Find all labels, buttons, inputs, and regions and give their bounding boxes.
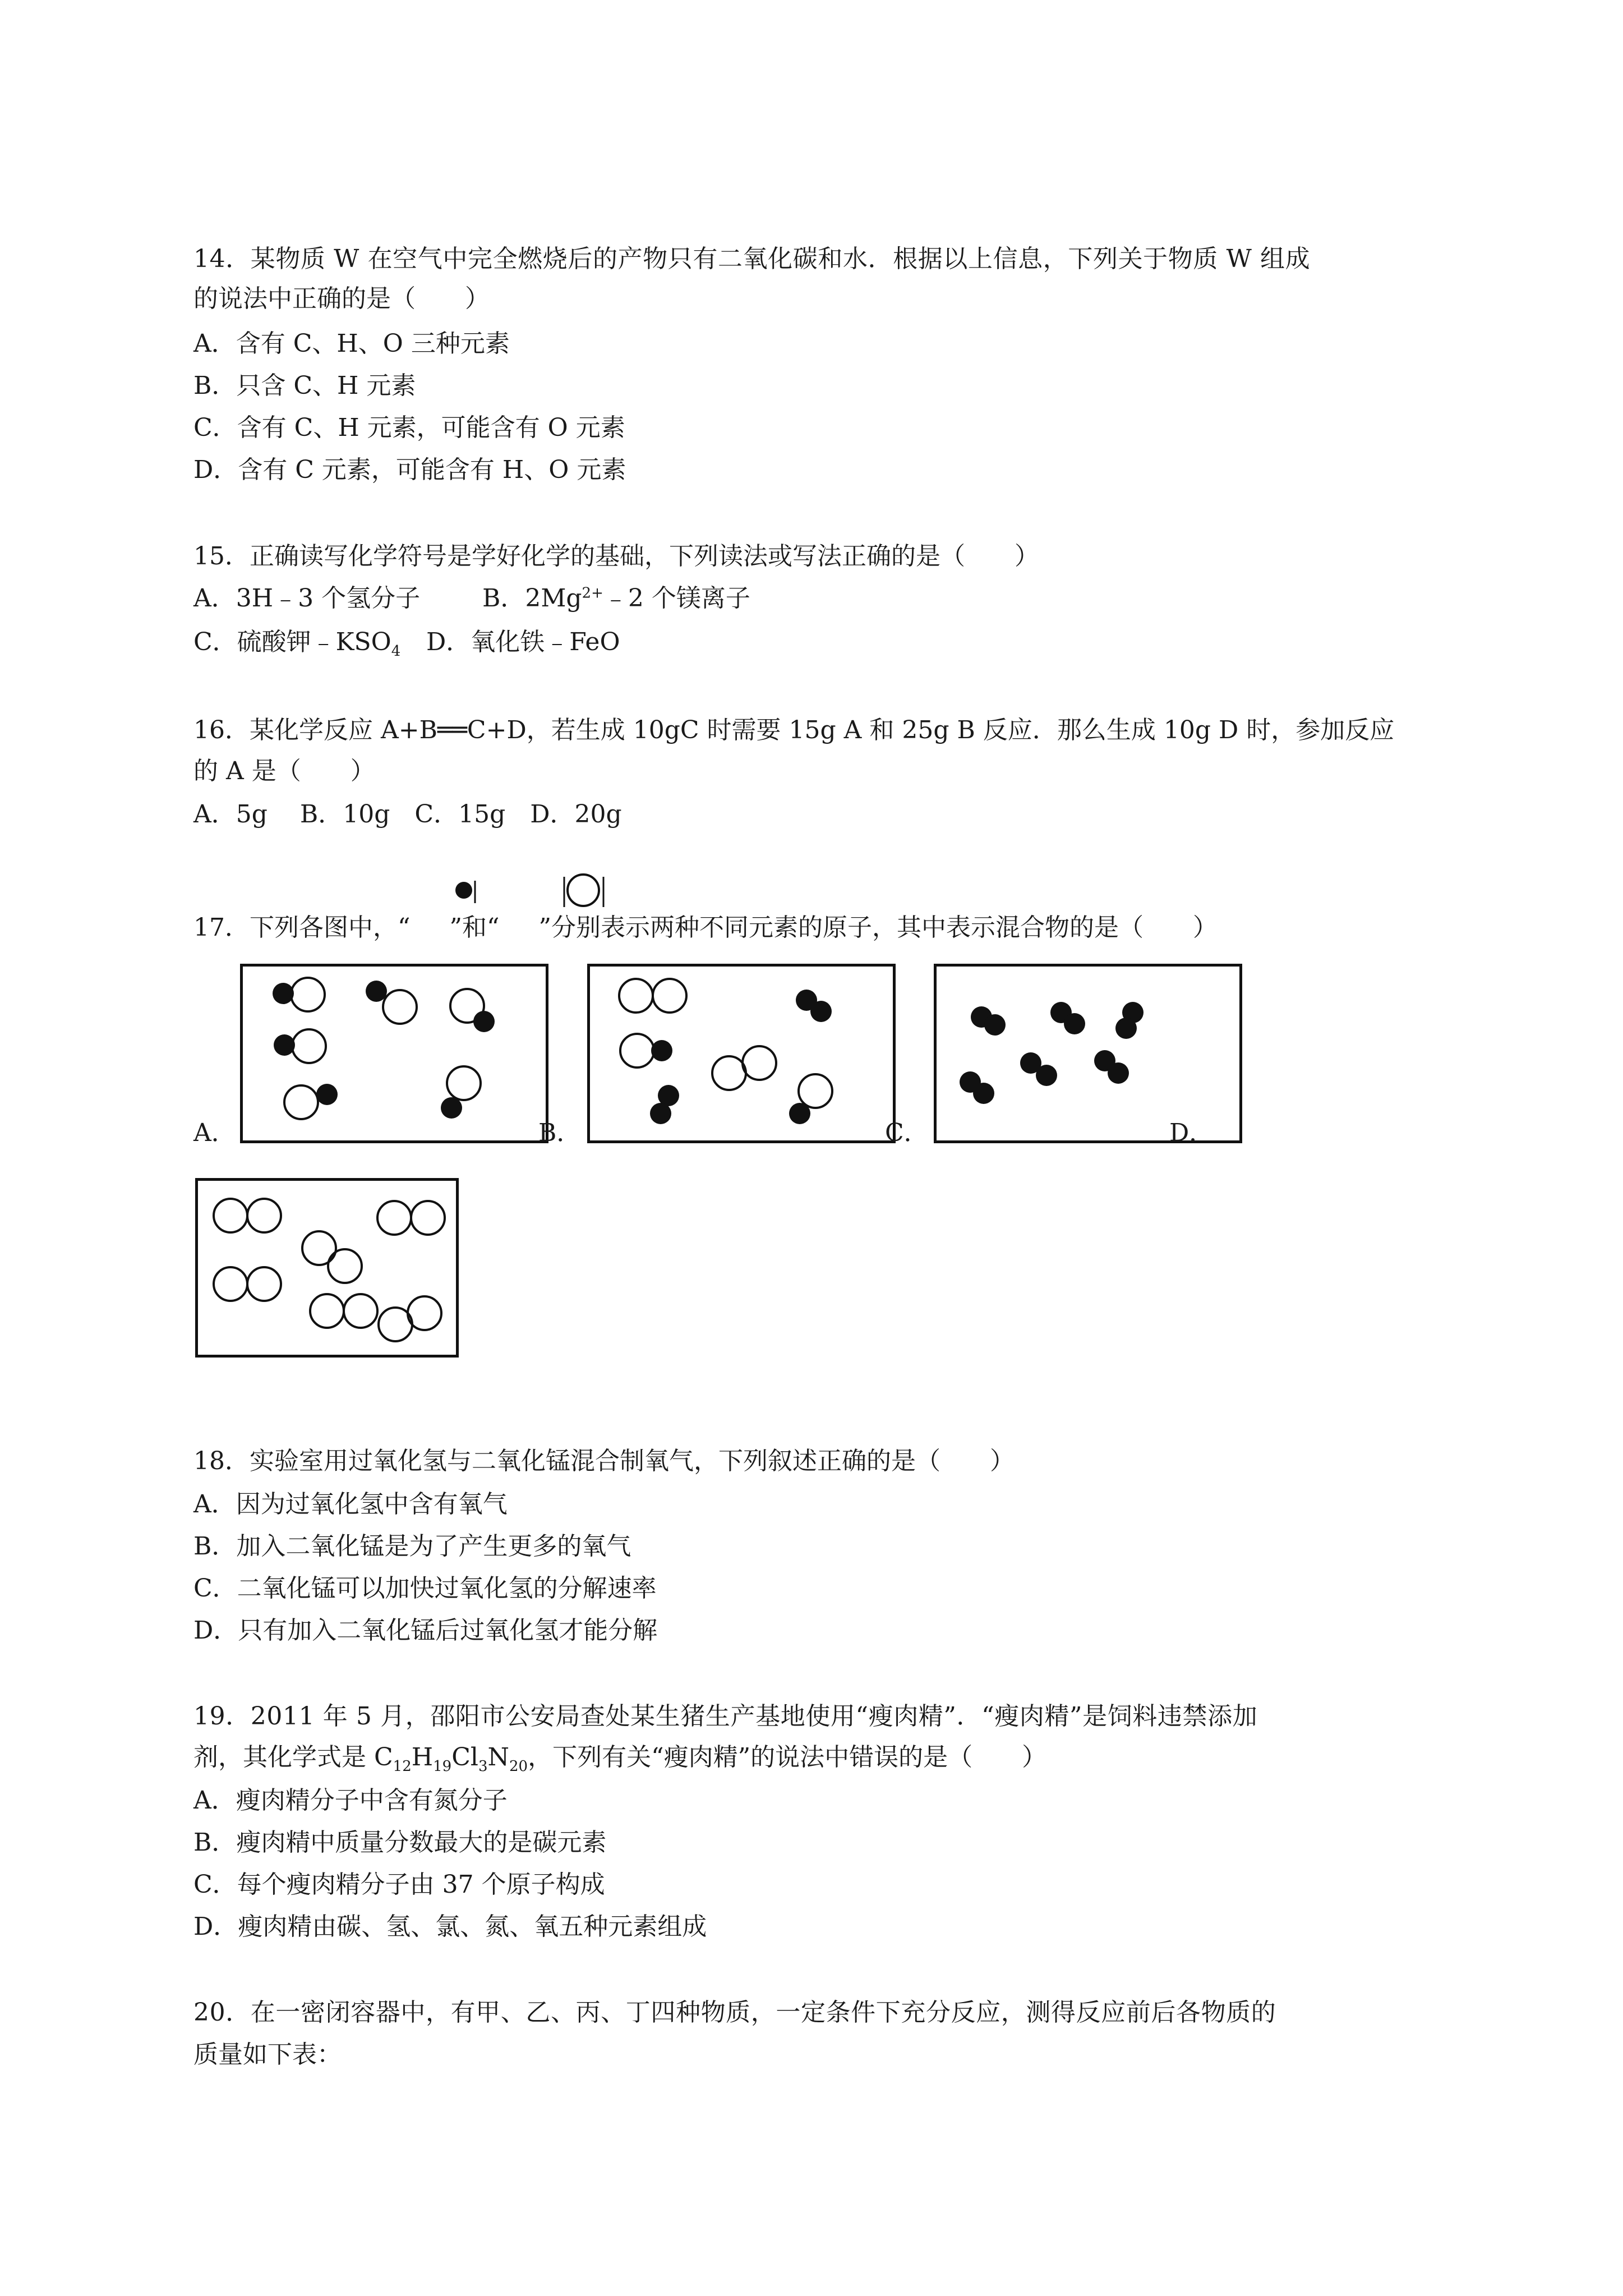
q14-option-c: C．含有 C、H 元素，可能含有 O 元素 bbox=[193, 413, 625, 442]
q14-stem-line2: 的说法中正确的是（ ） bbox=[193, 284, 490, 313]
q18-stem: 18．实验室用过氧化氢与二氧化锰混合制氧气，下列叙述正确的是（ ） bbox=[193, 1447, 1015, 1475]
q15-option-c: C．硫酸钾$﹣KSO_4$ bbox=[193, 628, 401, 660]
q15-option-b: B．$2Mg^{2+}﹣2$ 个镁离子 bbox=[482, 584, 750, 613]
q20-stem-line1: 20．在一密闭容器中，有甲、乙、丙、丁四种物质，一定条件下充分反应，测得反应前后各物质的 bbox=[193, 1998, 1276, 2027]
q18-option-a: A．因为过氧化氢中含有氧气 bbox=[193, 1490, 508, 1519]
figure-d-box bbox=[195, 1178, 459, 1358]
figure-b-box bbox=[587, 964, 896, 1143]
figure-a-label: A． bbox=[193, 1119, 236, 1147]
figure-c-label: C． bbox=[885, 1119, 929, 1147]
figure-a-atoms bbox=[243, 967, 546, 1140]
q16-options: A．5g B．10g C．15g D．20g bbox=[193, 800, 622, 829]
figure-d-label: D． bbox=[1169, 1119, 1214, 1147]
q14-stem-line1: 14．某物质 W 在空气中完全燃烧后的产物只有二氧化碳和水．根据以上信息，下列关于物质 W 组成 bbox=[193, 245, 1311, 273]
q17-stem: 17．下列各图中，“ ”和“ ”分别表示两种不同元素的原子，其中表示混合物的是（ ） bbox=[193, 913, 1218, 942]
q19-option-a: A．瘦肉精分子中含有氮分子 bbox=[193, 1786, 508, 1815]
q19-option-b: B．瘦肉精中质量分数最大的是碳元素 bbox=[193, 1828, 607, 1857]
q14-option-b: B．只含 C、H 元素 bbox=[193, 371, 416, 400]
q19-stem-line2: 剂，其化学式是 $C_{12}H_{19}Cl_3N_{20}$，下列有关“瘦肉精”的说法中错误的是（ ） bbox=[193, 1743, 1047, 1775]
figure-b-atoms bbox=[590, 967, 893, 1140]
filled-atom-icon bbox=[451, 878, 479, 906]
q18-option-b: B．加入二氧化锰是为了产生更多的氧气 bbox=[193, 1532, 631, 1561]
figure-b-label: B． bbox=[538, 1119, 582, 1147]
q14-option-a: A．含有 C、H、O 三种元素 bbox=[193, 329, 510, 358]
figure-d-atoms bbox=[198, 1181, 456, 1355]
q16-stem-line2: 的 A 是（ ） bbox=[193, 757, 375, 785]
q20-stem-line2: 质量如下表： bbox=[193, 2040, 342, 2069]
hollow-atom-icon bbox=[561, 872, 608, 912]
q16-stem-line1: 16．某化学反应 A+B══C+D，若生成 10gC 时需要 15g A 和 25g B 反应．那么生成 10g D 时，参加反应 bbox=[193, 716, 1395, 744]
q15-stem: 15．正确读写化学符号是学好化学的基础，下列读法或写法正确的是（ ） bbox=[193, 542, 1039, 570]
q19-option-c: C．每个瘦肉精分子由 37 个原子构成 bbox=[193, 1870, 605, 1899]
figure-c-atoms bbox=[937, 967, 1239, 1140]
q15-option-d: D．氧化铁﹣FeO bbox=[426, 628, 620, 656]
q15-option-a: A．3H﹣3 个氢分子 bbox=[193, 584, 421, 613]
q19-option-d: D．瘦肉精由碳、氢、氯、氮、氧五种元素组成 bbox=[193, 1912, 707, 1941]
figure-a-box bbox=[240, 964, 548, 1143]
q14-option-d: D．含有 C 元素，可能含有 H、O 元素 bbox=[193, 455, 626, 484]
q18-option-c: C．二氧化锰可以加快过氧化氢的分解速率 bbox=[193, 1574, 657, 1603]
q19-stem-line1: 19．2011 年 5 月，邵阳市公安局查处某生猪生产基地使用“瘦肉精”．“瘦肉精”是饲料违禁添加 bbox=[193, 1702, 1258, 1731]
q18-option-d: D．只有加入二氧化锰后过氧化氢才能分解 bbox=[193, 1616, 658, 1645]
